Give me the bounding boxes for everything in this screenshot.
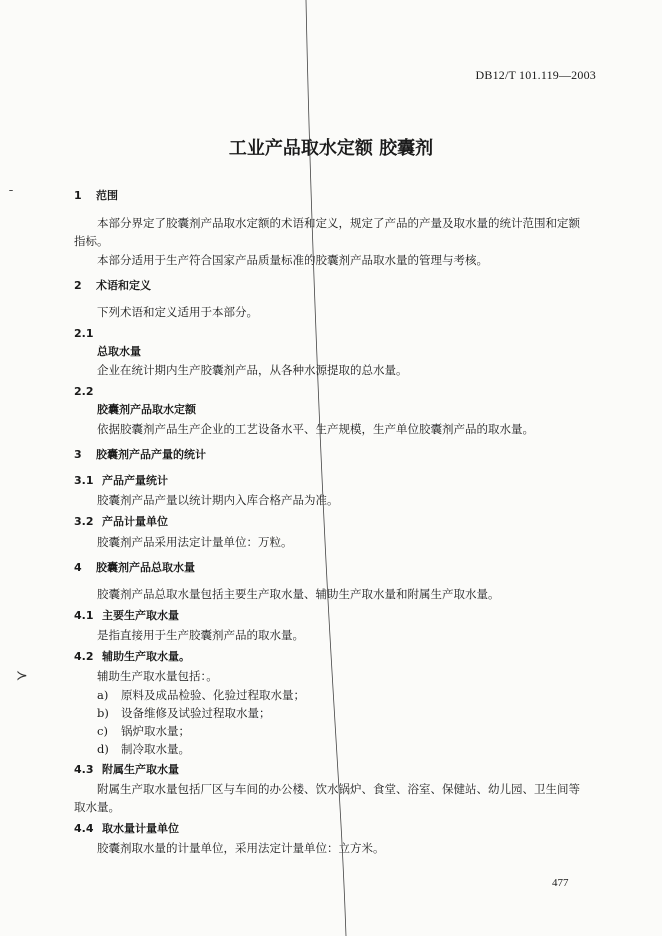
subsection-title: 产品计量单位 <box>102 515 168 528</box>
subsection-title: 取水量计量单位 <box>102 822 179 835</box>
list-text: 原料及成品检验、化验过程取水量； <box>121 688 305 702</box>
section-4-heading <box>74 561 195 575</box>
paragraph: 是指直接用于生产胶囊剂产品的取水量。 <box>97 628 304 642</box>
clause-number: 2.1 <box>74 327 94 340</box>
subsection-number: 4.1 <box>74 609 94 622</box>
subsection-heading <box>74 650 190 664</box>
page-number: 477 <box>552 877 569 889</box>
term-definition: 企业在统计期内生产胶囊剂产品，从各种水源提取的总水量。 <box>97 363 408 377</box>
list-marker: a) <box>97 688 109 702</box>
list-text: 锅炉取水量； <box>121 724 190 738</box>
list-item <box>97 724 190 738</box>
subsection-number: 4.3 <box>74 763 94 776</box>
section-number: 2 <box>74 279 82 292</box>
subsection-number: 4.2 <box>74 650 94 663</box>
section-1-heading <box>74 189 118 203</box>
paragraph: 辅助生产取水量包括：。 <box>97 669 218 683</box>
section-title: 胶囊剂产品产量的统计 <box>96 448 206 461</box>
document-title: 工业产品取水定额 胶囊剂 <box>228 138 434 159</box>
document-code: DB12/T 101.119—2003 <box>475 68 596 82</box>
subsection-heading <box>74 609 179 623</box>
list-text: 制冷取水量。 <box>121 742 190 756</box>
subsection-number: 4.4 <box>74 822 94 835</box>
subsection-title: 主要生产取水量 <box>102 609 179 622</box>
list-marker: b) <box>97 706 109 720</box>
paragraph-continuation: 指标。 <box>74 234 109 248</box>
section-title: 胶囊剂产品总取水量 <box>96 561 195 574</box>
margin-mark: ≻ <box>16 668 28 684</box>
section-number: 3 <box>74 448 82 461</box>
section-number: 1 <box>74 189 82 202</box>
subsection-title: 辅助生产取水量。 <box>102 650 190 663</box>
subsection-title: 附属生产取水量 <box>102 763 179 776</box>
subsection-number: 3.1 <box>74 474 94 487</box>
paragraph: 胶囊剂取水量的计量单位，采用法定计量单位：立方米。 <box>97 841 385 855</box>
clause-number: 2.2 <box>74 385 94 398</box>
subsection-heading <box>74 763 179 777</box>
paragraph: 胶囊剂产品产量以统计期内入库合格产品为准。 <box>97 493 339 507</box>
paragraph-continuation: 取水量。 <box>74 800 120 814</box>
paragraph: 胶囊剂产品采用法定计量单位：万粒。 <box>97 535 293 549</box>
list-marker: c) <box>97 724 108 738</box>
term-title: 胶囊剂产品取水定额 <box>97 403 196 416</box>
scan-artifact-line <box>302 0 350 936</box>
section-title: 范围 <box>96 189 118 202</box>
subsection-heading <box>74 474 168 488</box>
subsection-number: 3.2 <box>74 515 94 528</box>
paragraph: 下列术语和定义适用于本部分。 <box>97 305 258 319</box>
term-title: 总取水量 <box>97 345 141 358</box>
subsection-heading <box>74 822 179 836</box>
section-3-heading <box>74 448 206 462</box>
list-text: 设备维修及试验过程取水量； <box>121 706 271 720</box>
list-item <box>97 706 271 720</box>
section-2-heading <box>74 279 151 293</box>
term-definition: 依据胶囊剂产品生产企业的工艺设备水平、生产规模，生产单位胶囊剂产品的取水量。 <box>97 422 534 436</box>
paragraph: 本部分界定了胶囊剂产品取水定额的术语和定义，规定了产品的产量及取水量的统计范围和定额 <box>97 216 580 230</box>
list-marker: d) <box>97 742 109 756</box>
subsection-heading <box>74 515 168 529</box>
section-title: 术语和定义 <box>96 279 151 292</box>
list-item <box>97 688 305 702</box>
paragraph: 本部分适用于生产符合国家产品质量标准的胶囊剂产品取水量的管理与考核。 <box>97 253 488 267</box>
section-number: 4 <box>74 561 82 574</box>
paragraph: 胶囊剂产品总取水量包括主要生产取水量、辅助生产取水量和附属生产取水量。 <box>97 587 500 601</box>
paragraph: 附属生产取水量包括厂区与车间的办公楼、饮水锅炉、食堂、浴室、保健站、幼儿园、卫生间等 <box>97 782 580 796</box>
margin-mark: ˉ <box>8 188 14 202</box>
subsection-title: 产品产量统计 <box>102 474 168 487</box>
list-item <box>97 742 190 756</box>
